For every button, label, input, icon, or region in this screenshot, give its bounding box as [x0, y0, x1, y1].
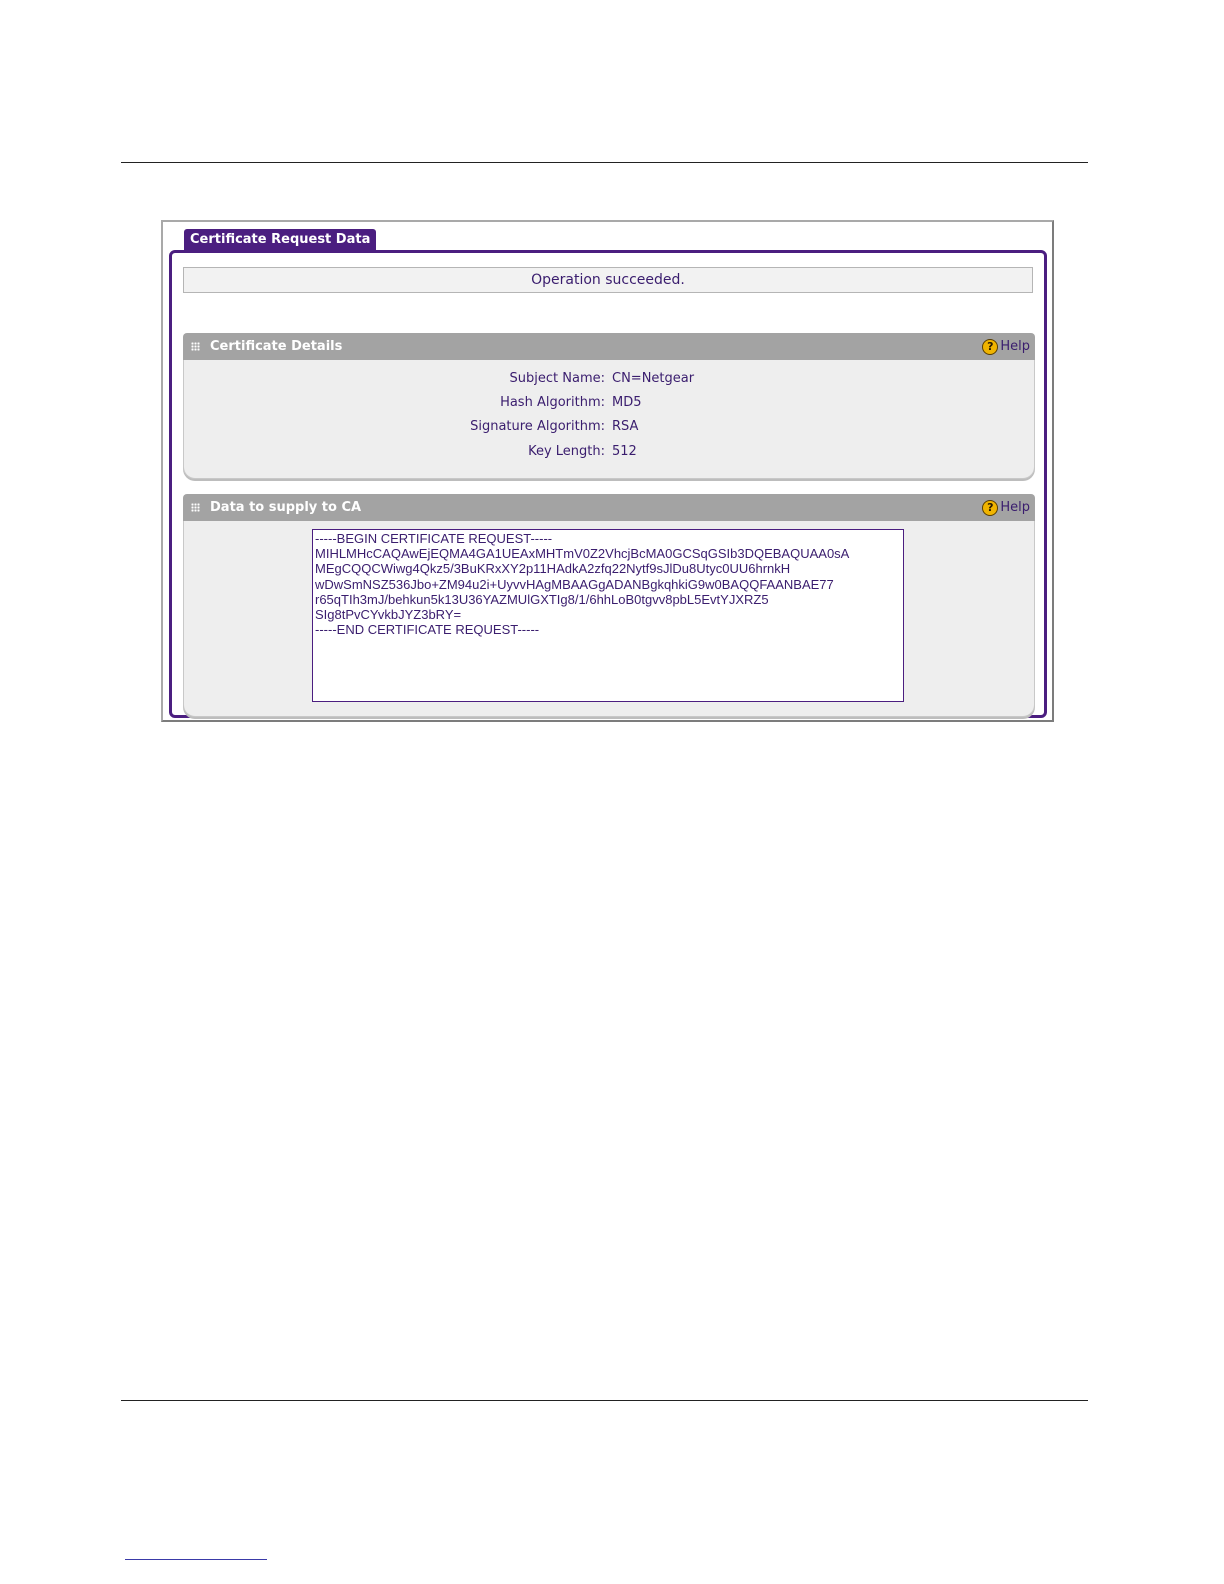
field-value: MD5	[612, 395, 642, 410]
page-top-rule	[121, 162, 1088, 163]
field-label: Hash Algorithm:	[500, 395, 605, 410]
help-link[interactable]	[982, 499, 1030, 516]
help-label: Help	[1000, 500, 1030, 515]
content-panel	[169, 250, 1047, 718]
page-bottom-rule	[121, 1400, 1088, 1401]
help-icon: ?	[982, 339, 998, 355]
certificate-details-section	[183, 333, 1035, 479]
help-icon: ?	[982, 500, 998, 516]
data-to-supply-section	[183, 494, 1035, 717]
status-message: Operation succeeded.	[183, 267, 1033, 293]
field-value: 512	[612, 444, 637, 459]
section-title: Certificate Details	[210, 339, 343, 354]
field-label: Key Length:	[528, 444, 605, 459]
field-value: CN=Netgear	[612, 371, 695, 386]
data-to-supply-body	[183, 521, 1035, 717]
certificate-request-window	[161, 220, 1054, 722]
section-title: Data to supply to CA	[210, 500, 362, 515]
certificate-details-header	[183, 333, 1035, 360]
field-label: Subject Name:	[509, 371, 605, 386]
footer-link-underline	[125, 1559, 267, 1560]
certificate-details-body	[183, 360, 1035, 479]
hash-algorithm-row	[184, 393, 1034, 413]
key-length-row	[184, 442, 1034, 462]
help-link[interactable]	[982, 338, 1030, 355]
help-label: Help	[1000, 339, 1030, 354]
tab-certificate-request-data[interactable]: Certificate Request Data	[184, 229, 376, 251]
signature-algorithm-row	[184, 417, 1034, 437]
subject-name-row	[184, 369, 1034, 389]
field-value: RSA	[612, 419, 639, 434]
grip-icon	[191, 342, 200, 351]
grip-icon	[191, 503, 200, 512]
field-label: Signature Algorithm:	[470, 419, 605, 434]
data-to-supply-header	[183, 494, 1035, 521]
csr-textarea[interactable]: -----BEGIN CERTIFICATE REQUEST----- MIHLMHcCAQAwEjEQMA4GA1UEAxMHTmV0Z2VhcjBcMA0GCSqGSIb3DQEBAQUAA0sA MEgCQQCWiwg4Qkz5/3BuKRxXY2p11HAdkA2zfq22Nytf9sJlDu8Utyc0UU6hrnkH wDwSmNSZ536Jbo+ZM94u2i+UyvvHAgMBAAGgADANBgkqhkiG9w0BAQQFAANBAE77 r65qTIh3mJ/behkun5k13U36YAZMUlGXTIg8/1/6hhLoB0tgvv8pbL5EvtYJXRZ5 SIg8tPvCYvkbJYZ3bRY= -----END CERTIFICATE REQUEST-----	[312, 529, 904, 702]
